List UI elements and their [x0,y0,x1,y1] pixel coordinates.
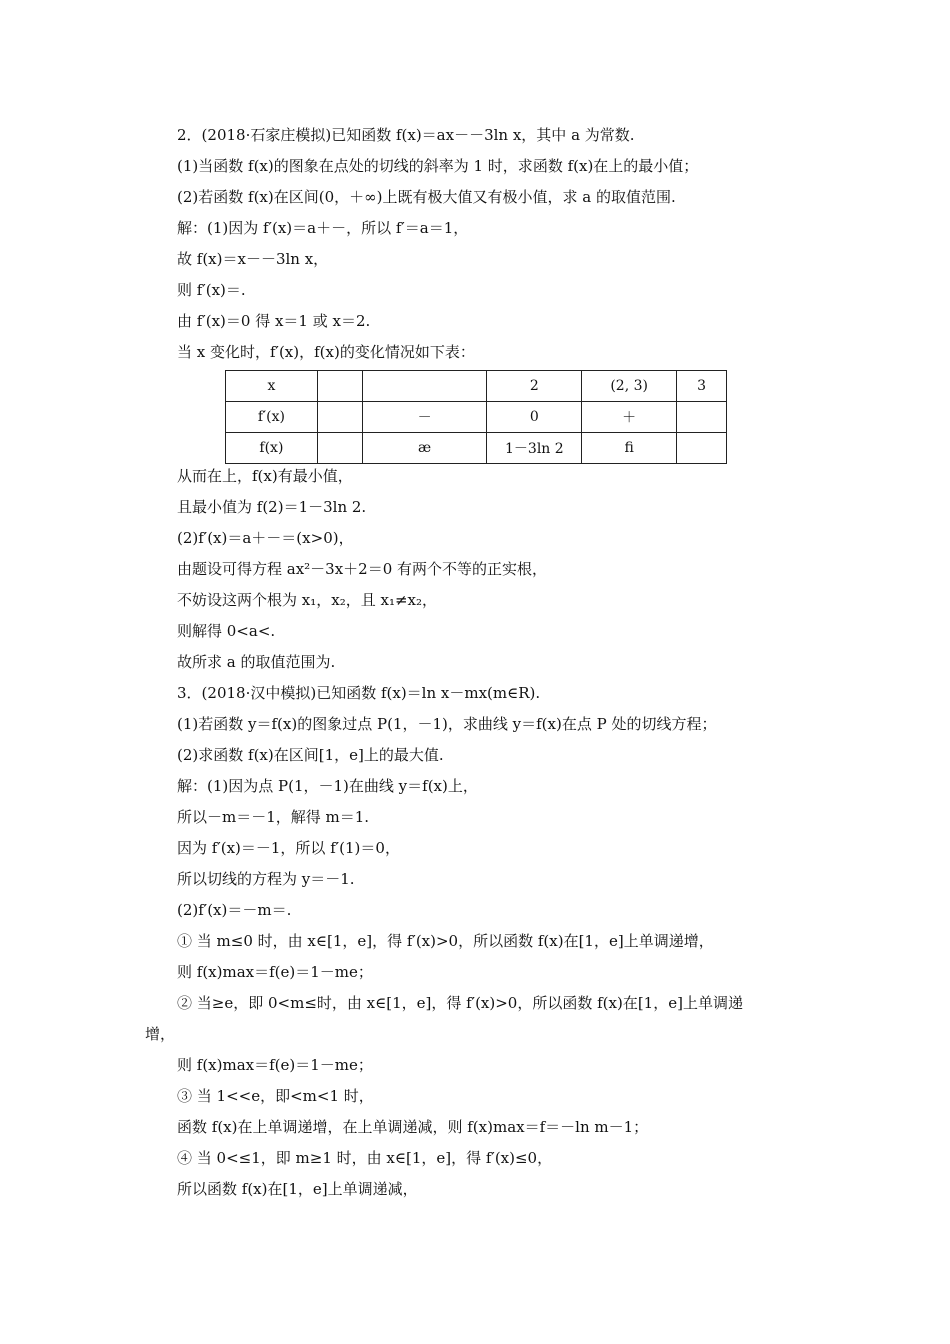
table-cell [317,402,362,433]
table-cell: æ [362,433,487,464]
problem-3-solution-line: 所以切线的方程为 y＝－1. [177,870,355,888]
table-cell: x [226,371,318,402]
table-cell: 1－3ln 2 [487,433,582,464]
table-cell: 0 [487,402,582,433]
problem-3-solution-line: ② 当≥e，即 0<m≤时，由 x∈[1，e]，得 f′(x)>0，所以函数 f(x)在[1，e]上单调递 [177,994,743,1012]
table-cell [362,371,487,402]
problem-3-solution-line: 增， [145,1025,176,1043]
problem-2-question-1: (1)当函数 f(x)的图象在点处的切线的斜率为 1 时，求函数 f(x)在上的最小值； [177,157,699,175]
table-cell [317,433,362,464]
table-cell [677,433,727,464]
problem-2-solution-line: 不妨设这两个根为 x₁，x₂，且 x₁≠x₂， [177,591,437,609]
table-cell: ﬁ [582,433,677,464]
table-row [226,402,727,433]
problem-2-solution-line: 由 f′(x)＝0 得 x＝1 或 x＝2. [177,312,371,330]
table-cell: 2 [487,371,582,402]
problem-3-solution-line: ① 当 m≤0 时，由 x∈[1，e]，得 f′(x)>0，所以函数 f(x)在[1，e]上单调递增， [177,932,714,950]
table-cell [317,371,362,402]
problem-3-question-2: (2)求函数 f(x)在区间[1，e]上的最大值. [177,746,444,764]
problem-2-solution-line: 故所求 a 的取值范围为. [177,653,336,671]
table-cell: 3 [677,371,727,402]
problem-2-solution-line: 故 f(x)＝x－－3ln x， [177,250,329,268]
problem-3-solution-line: (2)f′(x)＝－m＝. [177,901,292,919]
table-row [226,371,727,402]
table-row [226,433,727,464]
problem-2-solution-line: 则 f′(x)＝. [177,281,246,299]
problem-3-solution-line: 因为 f′(x)＝－1，所以 f′(1)＝0， [177,839,400,857]
problem-3-solution-line: 函数 f(x)在上单调递增，在上单调递减，则 f(x)max＝f＝－ln m－1； [177,1118,649,1136]
problem-3-solution-line: 所以函数 f(x)在[1，e]上单调递减， [177,1180,418,1198]
problem-2-solution-line: 则解得 0<a<. [177,622,276,640]
problem-3-solution-line: 解：(1)因为点 P(1，－1)在曲线 y＝f(x)上， [177,777,478,795]
problem-2-solution-line: 且最小值为 f(2)＝1－3ln 2. [177,498,367,516]
problem-3-stem: 3．(2018·汉中模拟)已知函数 f(x)＝ln x－mx(m∈R). [177,684,541,702]
problem-3-solution-line: 则 f(x)max＝f(e)＝1－me； [177,1056,373,1074]
table-cell [677,402,727,433]
problem-2-solution-line: 从而在上，f(x)有最小值， [177,467,353,485]
problem-3-solution-line: ③ 当 1<<e，即<m<1 时， [177,1087,374,1105]
problem-3-solution-line: 所以－m＝－1，解得 m＝1. [177,808,370,826]
variation-table [225,370,727,464]
problem-3-solution-line: 则 f(x)max＝f(e)＝1－me； [177,963,373,981]
problem-2-solution-line: 由题设可得方程 ax²－3x＋2＝0 有两个不等的正实根， [177,560,548,578]
problem-2-solution-line: 当 x 变化时，f′(x)，f(x)的变化情况如下表： [177,343,475,361]
table-cell: f′(x) [226,402,318,433]
problem-3-question-1: (1)若函数 y＝f(x)的图象过点 P(1，－1)，求曲线 y＝f(x)在点 P 处的切线方程； [177,715,717,733]
table-cell: (2, 3) [582,371,677,402]
problem-2-stem: 2．(2018·石家庄模拟)已知函数 f(x)＝ax－－3ln x，其中 a 为常数. [177,126,635,144]
problem-2-question-2: (2)若函数 f(x)在区间(0，＋∞)上既有极大值又有极小值，求 a 的取值范围. [177,188,676,206]
table-cell: f(x) [226,433,318,464]
table-cell: ＋ [582,402,677,433]
problem-3-solution-line: ④ 当 0<≤1，即 m≥1 时，由 x∈[1，e]，得 f′(x)≤0， [177,1149,553,1167]
problem-2-solution-line: 解：(1)因为 f′(x)＝a＋－，所以 f′＝a＝1， [177,219,469,237]
table-cell: － [362,402,487,433]
problem-2-solution-line: (2)f′(x)＝a＋－＝(x>0)， [177,529,354,547]
